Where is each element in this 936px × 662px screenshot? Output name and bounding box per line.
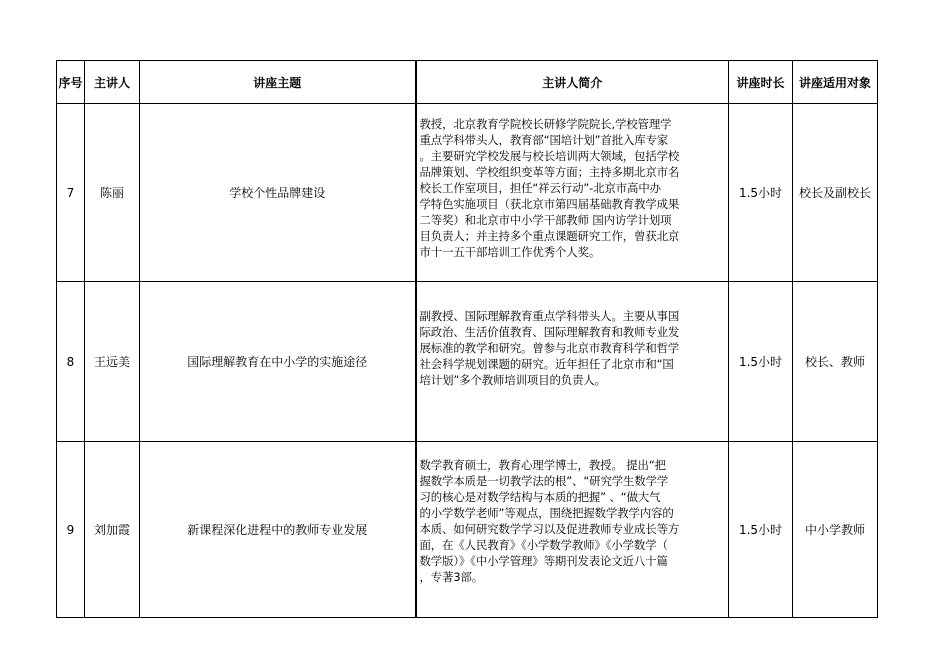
- intro-line: ，专著3部。: [419, 570, 484, 584]
- cell-speaker: 刘加霞: [85, 442, 140, 618]
- header-speaker: 主讲人: [85, 61, 140, 104]
- cell-speaker: 王远美: [85, 282, 140, 442]
- intro-line: 的小学数学老师”等观点，围绕把握数学教学内容的: [419, 506, 674, 520]
- cell-audience: 校长、教师: [793, 282, 878, 442]
- intro-line: 数学教育硕士，教育心理学博士，教授。 提出“把: [419, 458, 666, 472]
- intro-line: 二等奖）和北京市中小学干部教师 国内访学计划项: [419, 213, 672, 227]
- intro-line: 面，在《人民教育》《小学数学教师》《小学数学（: [419, 538, 668, 552]
- cell-no: 7: [57, 104, 85, 282]
- intro-line: 市十一五干部培训工作优秀个人奖。: [419, 245, 601, 259]
- cell-topic: 学校个性品牌建设: [140, 104, 416, 282]
- intro-line: 品牌策划、学校组织变革等方面；主持多期北京市名: [419, 165, 680, 179]
- cell-no: 8: [57, 282, 85, 442]
- table-row: [57, 442, 878, 618]
- intro-line: 。主要研究学校发展与校长培训两大领域，包括学校: [419, 149, 680, 163]
- cell-speaker: 陈丽: [85, 104, 140, 282]
- intro-line: 目负责人；并主持多个重点课题研究工作，曾获北京: [419, 229, 680, 243]
- intro-line: 重点学科带头人，教育部“国培计划”首批入库专家: [419, 133, 669, 147]
- intro-line: 教授，北京教育学院校长研修学院院长,学校管理学: [419, 117, 672, 131]
- intro-line: 展标准的教学和研究。曾参与北京市教育科学和哲学: [419, 341, 680, 355]
- cell-intro: [416, 282, 729, 442]
- lecture-table: [56, 60, 878, 618]
- intro-line: 校长工作室项目，担任“祥云行动”-北京市高中办: [419, 181, 661, 195]
- header-audience: 讲座适用对象: [793, 61, 878, 104]
- intro-line: 社会科学规划课题的研究。近年担任了北京市和“国: [419, 357, 674, 371]
- intro-line: 学特色实施项目（获北京市第四届基础教育教学成果: [419, 197, 680, 211]
- cell-duration: 1.5小时: [729, 104, 793, 282]
- header-topic: 讲座主题: [140, 61, 416, 104]
- header-intro: 主讲人简介: [416, 61, 729, 104]
- cell-no: 9: [57, 442, 85, 618]
- intro-line: 副教授、国际理解教育重点学科带头人。主要从事国: [419, 309, 680, 323]
- intro-line: 本质、如何研究数学学习以及促进教师专业成长等方: [419, 522, 680, 536]
- cell-topic: 国际理解教育在中小学的实施途径: [140, 282, 416, 442]
- cell-intro: [416, 442, 729, 618]
- table-row: [57, 104, 878, 282]
- header-duration: 讲座时长: [729, 61, 793, 104]
- intro-line: 握数学本质是一切教学法的根”、“研究学生数学学: [419, 474, 669, 488]
- header-row: [57, 61, 878, 104]
- cell-intro: [416, 104, 729, 282]
- cell-audience: 校长及副校长: [793, 104, 878, 282]
- cell-duration: 1.5小时: [729, 442, 793, 618]
- table-row: [57, 282, 878, 442]
- cell-audience: 中小学教师: [793, 442, 878, 618]
- intro-line: 际政治、生活价值教育、国际理解教育和教师专业发: [419, 325, 680, 339]
- cell-duration: 1.5小时: [729, 282, 793, 442]
- intro-line: 培计划”多个教师培训项目的负责人。: [419, 373, 606, 387]
- intro-line: 数学版）》《中小学管理》等期刊发表论文近八十篇: [419, 554, 668, 568]
- cell-topic: 新课程深化进程中的教师专业发展: [140, 442, 416, 618]
- header-no: 序号: [57, 61, 85, 104]
- intro-line: 习的核心是对数学结构与本质的把握” 、“做大气: [419, 490, 661, 504]
